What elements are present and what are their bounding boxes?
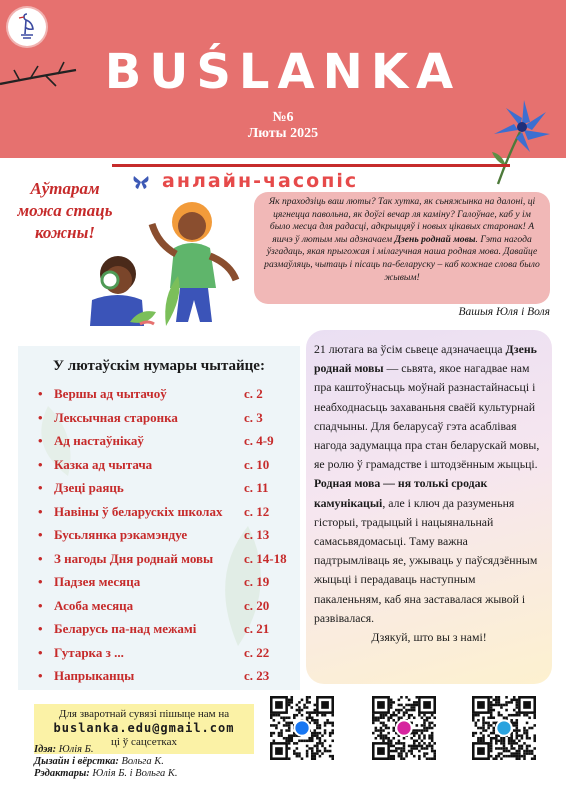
issue-number: №6 — [272, 110, 294, 125]
toc-item-title: Гутарка з ... — [54, 644, 124, 660]
stork-logo-icon — [8, 8, 46, 46]
toc-item[interactable] — [38, 386, 296, 406]
toc-item-page: с. 12 — [244, 503, 270, 519]
bullet-icon: • — [38, 409, 43, 425]
article-bold: Дзень роднай мовы — [314, 342, 537, 376]
subtitle: анлайн-часопіс — [162, 170, 359, 192]
toc-item[interactable] — [38, 598, 296, 618]
toc-item-title: З нагоды Дня роднай мовы — [54, 550, 214, 566]
toc-item-page: с. 2 — [244, 386, 263, 401]
bullet-icon: • — [38, 574, 43, 589]
intro-bubble — [254, 192, 550, 304]
toc-item-title: Навіны ў беларускіх школах — [54, 503, 223, 519]
toc-item-page: с. 23 — [244, 668, 270, 683]
article-thanks: Дзякуй, што вы з намі! — [371, 630, 487, 645]
qr-code-facebook[interactable] — [270, 696, 334, 760]
toc-item-title: Лексычная старонка — [54, 409, 178, 425]
intro-text: Як праходзіць ваш люты? Так хутка, як сьняжынка на далоні, ці цягнецца павольна, як доўгі вечар ля каміну? Галоўнае, каб у ім было месца для радасці, адкрыццяў і новых цікавых старонак! А яшчэ ў лютым мы адзначаем — [268, 196, 536, 245]
slogan-line: Аўтарам — [30, 179, 100, 198]
cornflower-icon — [478, 96, 562, 188]
children-illustration — [70, 196, 250, 334]
toc-item-page: с. 20 — [244, 597, 270, 613]
toc-title: У лютаўскім нумары чытайце: — [53, 358, 265, 374]
credit-label: Дызайн і вёрстка: — [34, 756, 119, 767]
toc-item[interactable] — [38, 645, 296, 665]
toc-item[interactable] — [38, 551, 296, 571]
bullet-icon: • — [38, 644, 43, 660]
intro-text: . Гэта нагода ўзгадаць, якая прыгожая і мілагучная наша родная мова. Давайце размаўляць, чытаць і пісаць па-беларуску – каб кожнае слова было жывым! — [264, 233, 540, 283]
bullet-icon: • — [38, 597, 43, 613]
bullet-icon: • — [38, 456, 43, 472]
toc-item[interactable] — [38, 457, 296, 477]
toc-item-page: с. 13 — [244, 527, 270, 542]
bullet-icon: • — [38, 668, 43, 683]
toc-item-title: Асоба месяца — [54, 597, 134, 613]
credits — [34, 744, 178, 780]
toc-item-page: с. 4-9 — [244, 433, 274, 448]
bullet-icon: • — [38, 480, 43, 495]
slogan-line: можа стаць — [17, 201, 113, 220]
toc-item-title: Вершы ад чытачоў — [54, 386, 167, 401]
issue-date: Люты 2025 — [247, 126, 319, 141]
bullet-icon: • — [38, 527, 43, 542]
qr-code-telegram[interactable] — [472, 696, 536, 760]
credit-label: Рэдактары: — [34, 768, 90, 779]
credit-label: Ідэя: — [34, 744, 57, 755]
bullet-icon: • — [38, 621, 43, 636]
bullet-icon: • — [38, 386, 43, 401]
facebook-icon — [294, 720, 309, 735]
toc-item[interactable] — [38, 410, 296, 430]
toc-item[interactable] — [38, 480, 296, 500]
toc-item-title: Дзеці раяць — [54, 480, 124, 495]
article-text: , але і ключ да разуменьня гісторыі, традыцый і нацыянальнай самасьвядомасьці. Таму важна падтрымліваць яе, ужываць у паўсядзённым жыцьці і перадаваць наступным пакаленьням, каб яна заставалася жывой і развівалася. — [314, 495, 538, 625]
toc-item-title: Беларусь па-над межамі — [54, 621, 197, 636]
article-bold: Родная мова — ня толькі сродак камунікацыі — [314, 476, 488, 510]
toc-item-title: Бусьлянка рэкамэндуе — [54, 527, 188, 542]
toc-item-title: Напрыканцы — [54, 668, 135, 683]
instagram-icon — [396, 720, 411, 735]
credit-value: Юлія Б. і Вольга К. — [92, 768, 178, 779]
email-link[interactable]: buslanka.edu@gmail.com — [53, 721, 235, 735]
toc-item[interactable] — [38, 574, 296, 594]
toc-item[interactable] — [38, 527, 296, 547]
contact-line: ці ў сацсетках — [111, 736, 177, 748]
toc-item-page: с. 3 — [244, 409, 263, 425]
toc-item-title: Ад настаўнікаў — [54, 433, 144, 448]
toc-item-page: с. 21 — [244, 621, 270, 636]
bullet-icon: • — [38, 503, 43, 519]
toc-item[interactable] — [38, 668, 296, 688]
toc-item-page: с. 14-18 — [244, 550, 287, 566]
divider-line — [112, 164, 510, 167]
toc-item-page: с. 11 — [244, 480, 269, 495]
toc-item-page: с. 22 — [244, 644, 270, 660]
article-text: 21 лютага ва ўсім сьвеце адзначаецца — [314, 342, 506, 356]
magazine-title: BUŚLANKA — [104, 44, 462, 100]
intro-signature: Вашыя Юля і Воля — [458, 306, 550, 318]
article-box — [306, 330, 552, 684]
credit-value: Вольга К. — [121, 756, 164, 767]
toc-item[interactable] — [38, 504, 296, 524]
intro-highlight: Дзень роднай мовы — [394, 233, 476, 245]
telegram-icon — [496, 720, 511, 735]
toc-item-page: с. 10 — [244, 456, 270, 472]
toc-item-title: Падзея месяца — [54, 574, 141, 589]
butterfly-icon — [132, 174, 150, 195]
bullet-icon: • — [38, 550, 43, 566]
toc-item-page: с. 19 — [244, 574, 270, 589]
slogan-line: кожны! — [34, 223, 96, 242]
contact-line: Для зваротнай сувязі пішыце нам на — [58, 708, 230, 720]
toc-item[interactable] — [38, 621, 296, 641]
credit-value: Юлія Б. — [58, 744, 94, 755]
qr-code-instagram[interactable] — [372, 696, 436, 760]
toc-item[interactable] — [38, 433, 296, 453]
bullet-icon: • — [38, 433, 43, 448]
toc-item-title: Казка ад чытача — [54, 456, 153, 472]
article-text: — сьвята, якое нагадвае нам пра каштоўнасьць моўнай разнастайнасьці і неабходнасьць захаваньня сваёй культурнай спадчыны. Для беларусаў гэта асаблівая нагода задумацца пра стан беларускай мовы, яе ролю ў грамадстве і штодзённым жыцьці. — [314, 361, 540, 472]
